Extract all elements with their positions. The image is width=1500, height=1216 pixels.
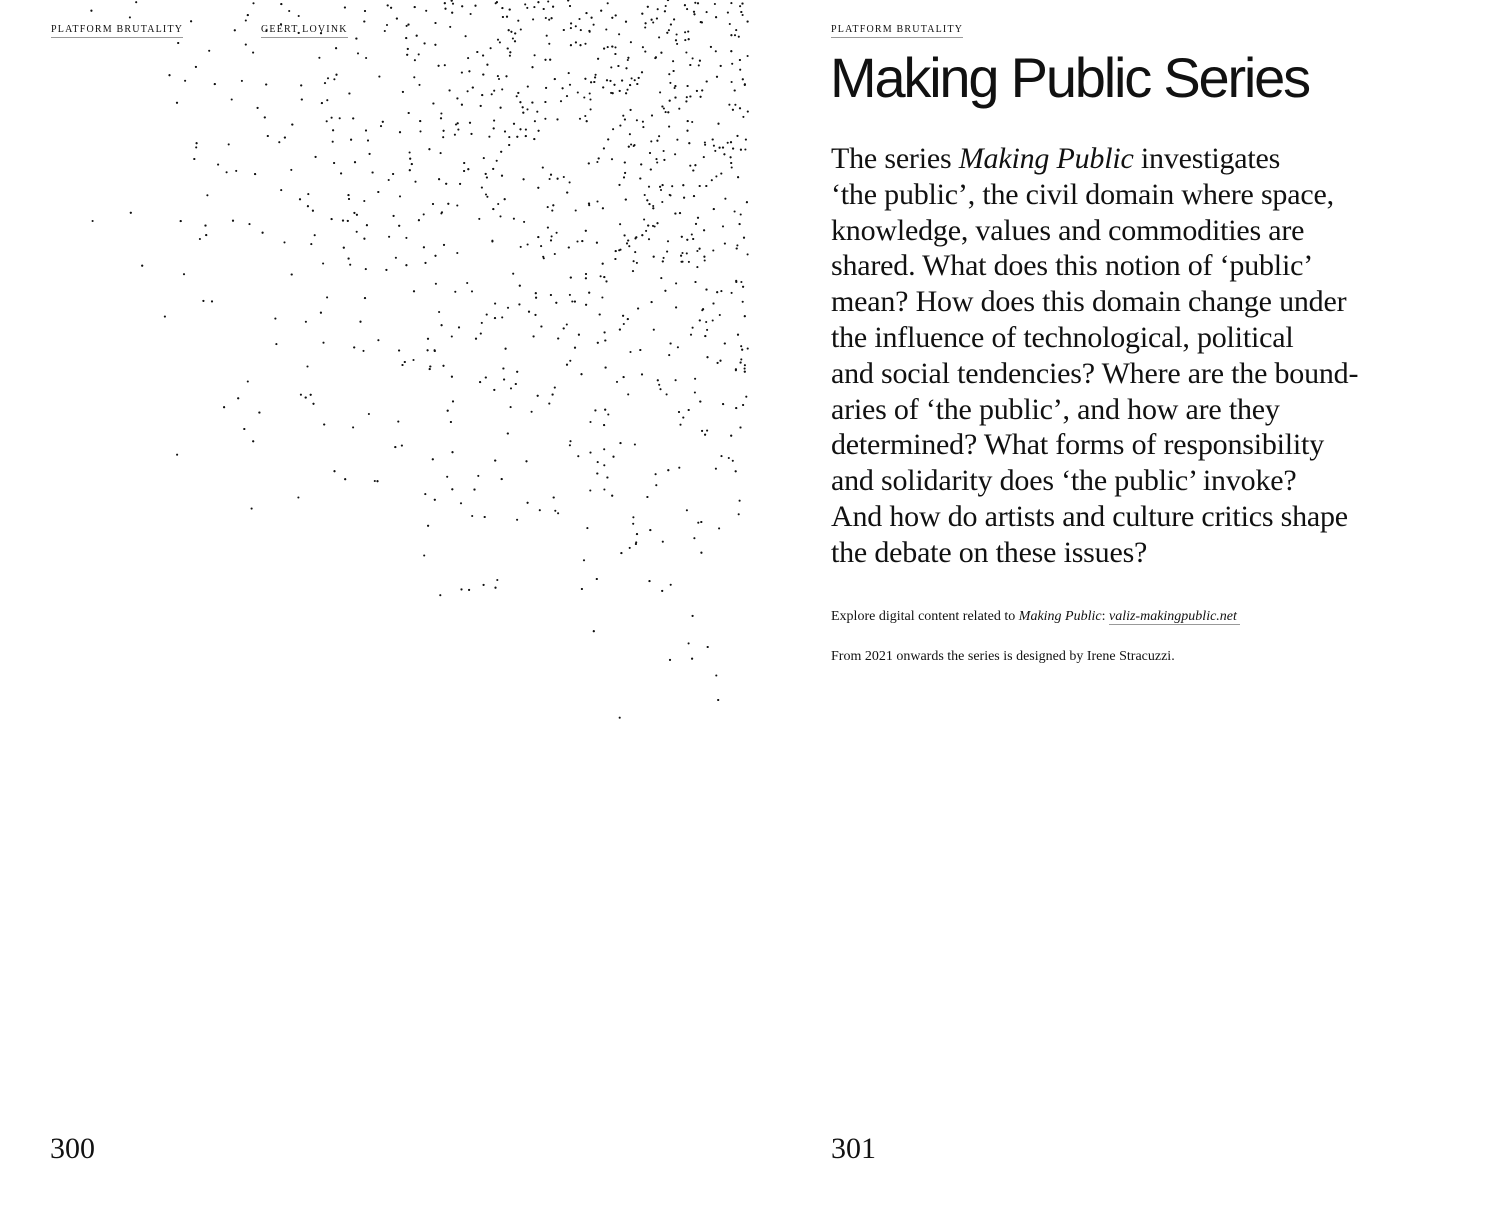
explore-separator: : <box>1101 609 1109 624</box>
description-line <box>831 141 1431 177</box>
website-link[interactable]: valiz-makingpublic.net <box>1109 609 1240 625</box>
running-head-title-right: PLATFORM BRUTALITY <box>831 24 963 38</box>
explore-note <box>831 608 1240 626</box>
description-line: shared. What does this notion of ‘public’ <box>831 249 1313 283</box>
series-name-italic: Making Public <box>958 142 1134 175</box>
description-line: the influence of technological, political <box>831 320 1294 354</box>
description-line: mean? How does this domain change under <box>831 285 1347 319</box>
page-number-left: 300 <box>50 1132 95 1165</box>
description-line: and solidarity does ‘the public’ invoke? <box>831 464 1297 498</box>
description-text: The series <box>831 142 959 175</box>
description-text: investigates <box>1133 142 1281 175</box>
description-line: determined? What forms of responsibility <box>831 428 1324 462</box>
page-title: Making Public Series <box>830 46 1309 109</box>
designer-note: From 2021 onwards the series is designed by Irene Stracuzzi. <box>831 649 1175 664</box>
series-description <box>831 141 1431 571</box>
running-head-title: PLATFORM BRUTALITY <box>51 24 183 38</box>
description-line: aries of ‘the public’, and how are they <box>831 392 1280 426</box>
page-number-right: 301 <box>831 1132 876 1165</box>
right-page <box>750 0 1500 1216</box>
running-head-author: GEERT LOVINK <box>261 24 348 38</box>
description-line: ‘the public’, the civil domain where space, <box>831 177 1334 211</box>
dot-pattern-illustration <box>0 0 750 760</box>
description-line: And how do artists and culture critics shape <box>831 499 1348 533</box>
series-name-italic: Making Public <box>1018 609 1102 624</box>
description-line: knowledge, values and commodities are <box>831 213 1305 247</box>
description-line: and social tendencies? Where are the bound- <box>831 356 1359 390</box>
description-line: the debate on these issues? <box>831 535 1148 569</box>
explore-prefix: Explore digital content related to <box>831 609 1019 624</box>
